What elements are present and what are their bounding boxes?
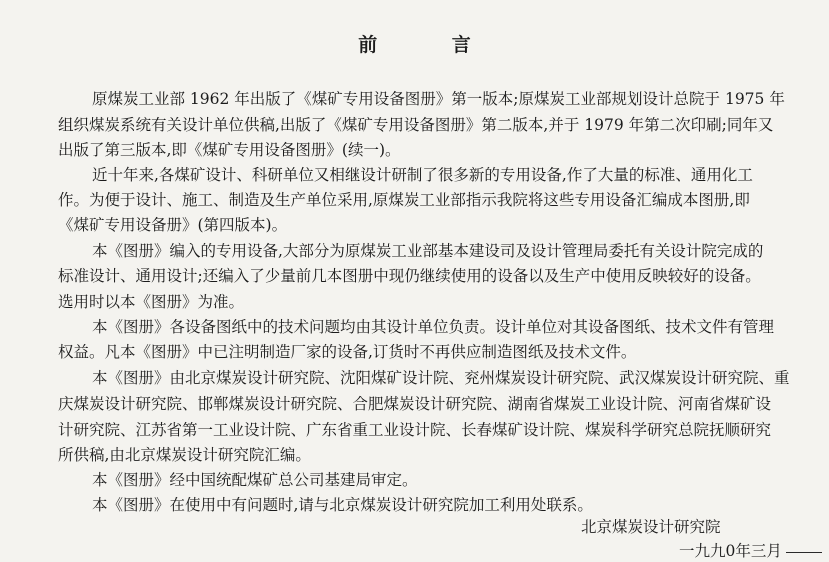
paragraph-line: 本《图册》在使用中有问题时,请与北京煤炭设计研究院加工利用处联系。 — [92, 496, 593, 514]
paragraph-line: 权益。凡本《图册》中已注明制造厂家的设备,订货时不再供应制造图纸及技术文件。 — [58, 343, 637, 361]
paragraph-line: 出版了第三版本,即《煤矿专用设备图册》(续一)。 — [58, 141, 401, 159]
paragraph-line: 原煤炭工业部 1962 年出版了《煤矿专用设备图册》第一版本;原煤炭工业部规划设计总院于 1975 年 — [92, 90, 785, 108]
paragraph-line: 《煤矿专用设备册》(第四版本)。 — [58, 216, 288, 234]
paragraph-line: 本《图册》由北京煤炭设计研究院、沈阳煤矿设计院、兖州煤炭设计研究院、武汉煤炭设计研究院、重 — [92, 369, 790, 387]
paragraph-line: 所供稿,由北京煤炭设计研究院汇编。 — [58, 446, 311, 464]
paragraph-line: 作。为便于设计、施工、制造及生产单位采用,原煤炭工业部指示我院将这些专用设备汇编成本图册,即 — [58, 191, 750, 209]
paragraph-line: 标准设计、通用设计;还编入了少量前几本图册中现仍继续使用的设备以及生产中使用反映较好的设备。 — [58, 267, 761, 285]
paragraph-line: 本《图册》各设备图纸中的技术问题均由其设计单位负责。设计单位对其设备图纸、技术文件有管理 — [92, 318, 775, 336]
signature-date: 一九九0年三月 — [679, 542, 782, 560]
paragraph-line: 选用时以本《图册》为准。 — [58, 293, 245, 311]
paragraph-line: 本《图册》经中国统配煤矿总公司基建局审定。 — [92, 471, 418, 489]
paragraph-line: 计研究院、江苏省第一工业设计院、广东省重工业设计院、长春煤矿设计院、煤炭科学研究总院抚顺研究 — [58, 421, 772, 439]
signature-underline — [786, 552, 822, 553]
paragraph-line: 本《图册》编入的专用设备,大部分为原煤炭工业部基本建设司及设计管理局委托有关设计院完成的 — [92, 242, 764, 260]
page-title: 前 言 — [358, 34, 505, 56]
paragraph-line: 近十年来,各煤矿设计、科研单位又相继设计研制了很多新的专用设备,作了大量的标准、通用化工 — [92, 166, 753, 184]
paragraph-line: 庆煤炭设计研究院、邯郸煤炭设计研究院、合肥煤炭设计研究院、湖南省煤炭工业设计院、河南省煤矿设 — [58, 395, 772, 413]
paragraph-line: 组织煤炭系统有关设计单位供稿,出版了《煤矿专用设备图册》第二版本,并于 1979 年第二次印刷;同年又 — [58, 116, 774, 134]
signature-organization: 北京煤炭设计研究院 — [581, 518, 721, 536]
